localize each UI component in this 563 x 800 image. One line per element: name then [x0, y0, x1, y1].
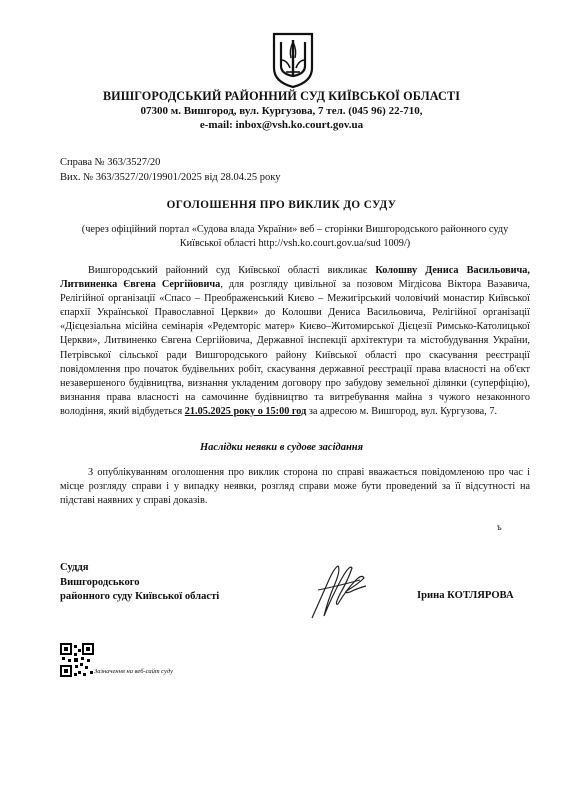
defendants-names: Колошву Дениса Васильовича, Литвиненка Євгена Сергійовича — [60, 265, 530, 291]
stray-mark: ъ — [497, 522, 502, 532]
consequences-paragraph: З опублікуванням оголошення про виклик сторона по справі вважається повідомленою про час і місце розгляду справи і у випадку неявки, розгляд справи може бути проведений за її відсутності на підставі наявних у справі доказів. — [60, 467, 530, 507]
qr-label: Зазначення на веб-сайт суду — [94, 668, 173, 675]
via-portal-line2: Київської області http://vsh.ko.court.gov.ua/sud 1009/) — [179, 238, 411, 249]
summons-intro: Вишгородський районний суд Київської області викликає — [88, 265, 376, 276]
judge-title-line1: Суддя — [60, 562, 89, 573]
court-address: 07300 м. Вишгород, вул. Кургузова, 7 тел. (045 96) 22-710, — [140, 105, 423, 117]
outgoing-number: Вих. № 363/3527/20/19901/2025 від 28.04.25 року — [60, 172, 281, 183]
court-email: e-mail: inbox@vsh.ko.court.gov.ua — [199, 119, 364, 131]
via-portal-line1: (через офіційний портал «Судова влада України» веб – сторінки Вишгородського районного суду — [81, 224, 509, 235]
judge-title-line2: Вишгородського — [60, 576, 140, 588]
judge-title-block — [60, 561, 219, 605]
consequences-heading: Наслідки неявки в судове засідання — [199, 442, 364, 453]
trident-emblem-icon — [270, 30, 316, 90]
summons-main-text: , для розгляду цивільної за позовом Мігдісова Віктора Ваэавича, Релігійної організації «Спасо – Преображенський Києво – Межигірський чоловічий монастир Київської єпархії Української Православної Церкви» до Колошви Дениса Васильовича, Релігійної організації «Дієцезіальна місійна семінарія «Редемторіс матер» Києво–Житомирської Дієцезії Римсько-Католицької Церкви», Литвиненко Євгена Сергійовича, Державної інспекції архітектури та містобудування України, Петрівської сільської ради Вишгородського району Київської області про скасування реєстрації повідомлення про початок будівельних робіт, скасування державної реєстрації права власності на об'єкт незавершеного будівництва, визнання укладеним договору про забудову земельної ділянки (суперфіцію), визнання права власності на самочинне будівництво та витребування майна з чужого незаконного володіння, який відбудеться — [60, 279, 530, 417]
case-number: Справа № 363/3527/20 — [60, 157, 161, 168]
summons-paragraph — [60, 264, 530, 419]
court-name: ВИШГОРОДСЬКИЙ РАЙОННИЙ СУД КИЇВСЬКОЇ ОБЛАСТІ — [102, 89, 461, 103]
judge-name: Ірина КОТЛЯРОВА — [417, 590, 514, 601]
hearing-address: за адресою м. Вишгород, вул. Кургузова, 7. — [306, 405, 498, 417]
handwritten-signature-icon — [308, 560, 368, 622]
notice-body — [60, 264, 530, 419]
consequences-body — [60, 466, 530, 508]
hearing-datetime: 21.05.2025 року о 15:00 год — [184, 405, 307, 417]
qr-code-icon — [60, 643, 94, 677]
notice-title: ОГОЛОШЕННЯ ПРО ВИКЛИК ДО СУДУ — [166, 199, 397, 211]
judge-title-line3: районного суду Київської області — [60, 591, 220, 603]
